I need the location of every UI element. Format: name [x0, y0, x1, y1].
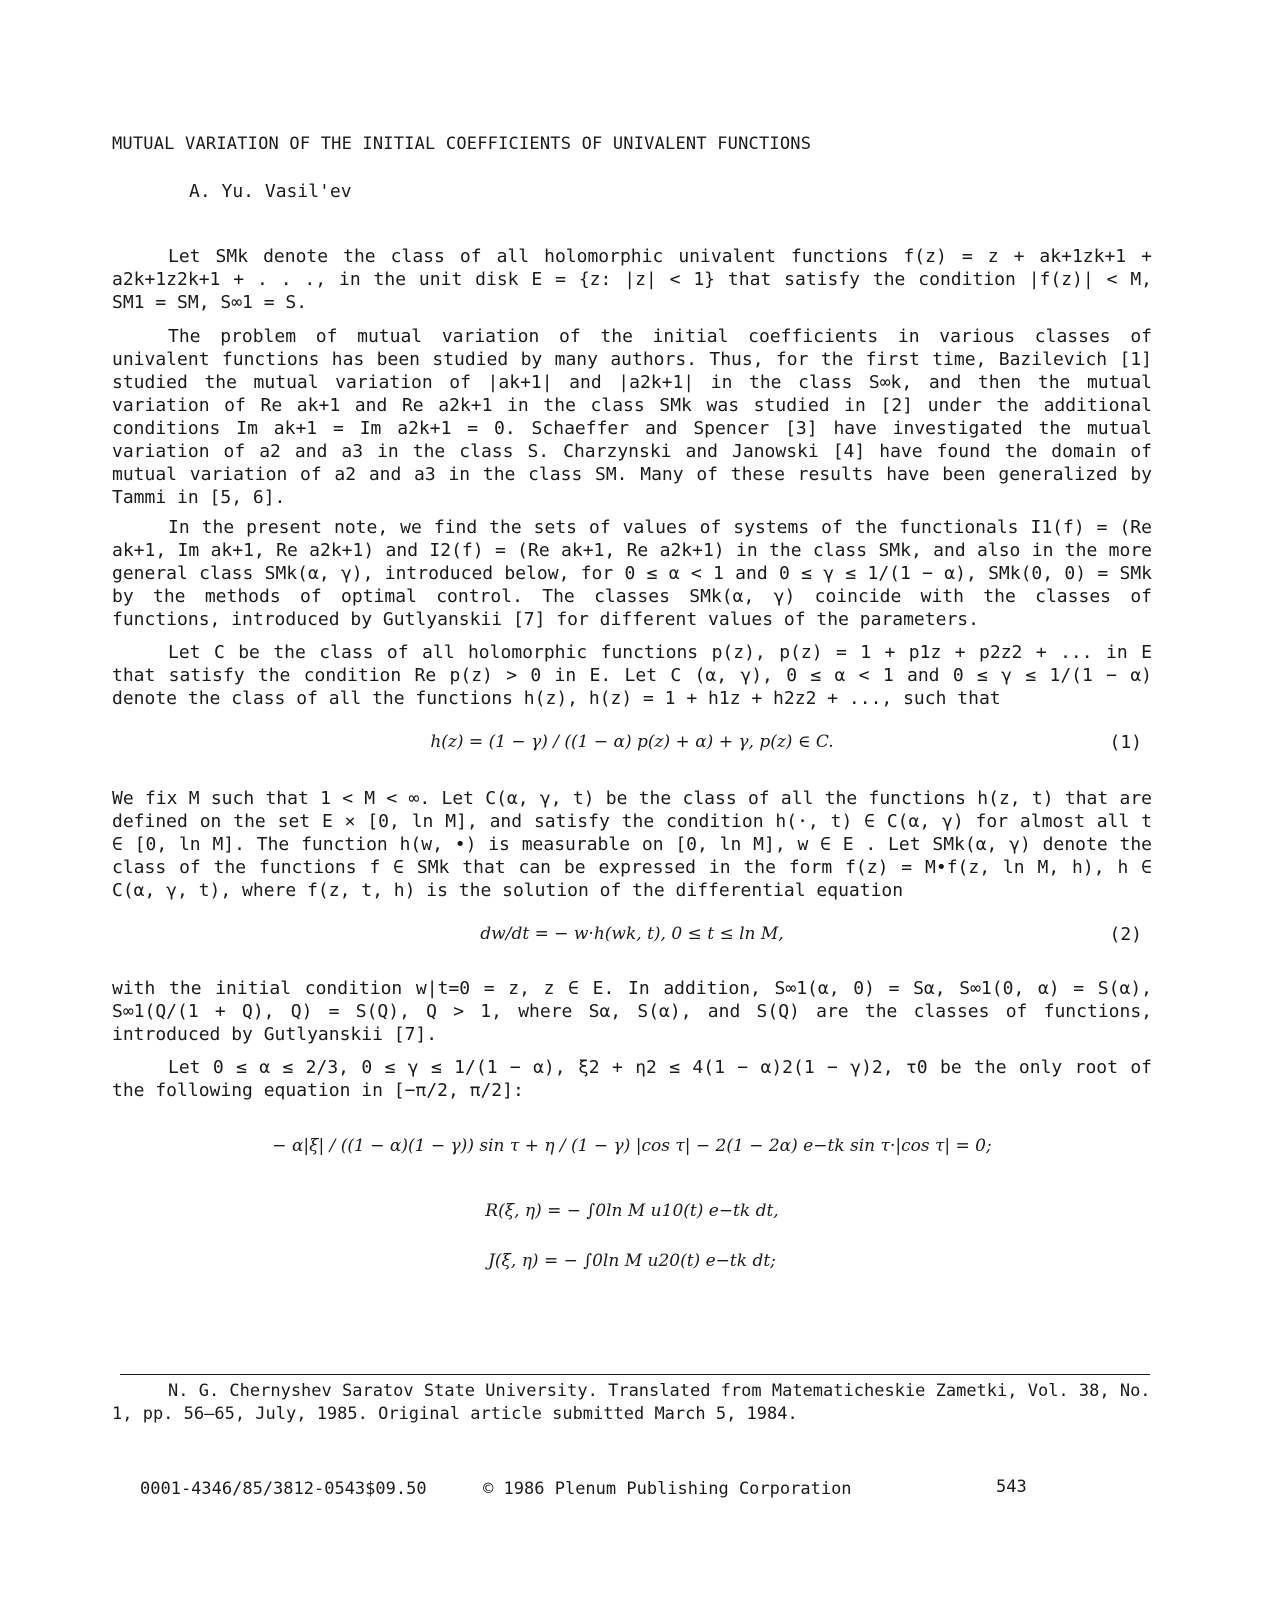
footnote-rule: [120, 1374, 1150, 1375]
equation-4: R(ξ, η) = − ∫0ln M u10(t) e−tk dt,: [485, 1201, 779, 1221]
paragraph-3: In the present note, we find the sets of values of systems of the functionals I1(f) = (Re ak+1, Im ak+1, Re a2k+1) and I2(f) = (Re ak+1, Re a2k+1) in the class SMk, and also in the more general class SMk(α, γ), introduced below, for 0 ≤ α < 1 and 0 ≤ γ ≤ 1/(1 − α), SMk(0, 0) = SMk by the methods of optimal control. The classes SMk(α, γ) coincide with the classes of functions, introduced by Gutlyanskii [7] for different values of the parameters.: [112, 517, 1152, 630]
equation-3: − α|ξ| / ((1 − α)(1 − γ)) sin τ + η / (1 − γ) |cos τ| − 2(1 − 2α) e−tk sin τ·|cos τ| = 0;: [272, 1136, 992, 1156]
equation-2: dw/dt = − w·h(wk, t), 0 ≤ t ≤ ln M, (2): [480, 924, 1142, 945]
page-number: 543: [996, 1477, 1027, 1497]
article-title: MUTUAL VARIATION OF THE INITIAL COEFFICIENTS OF UNIVALENT FUNCTIONS: [112, 134, 812, 154]
paragraph-2: The problem of mutual variation of the initial coefficients in various classes of univalent functions has been studied by many authors. Thus, for the first time, Bazilevich [1] studied the mutual variation of |ak+1| and |a2k+1| in the class S∞k, and then the mutual variation of Re ak+1 and Re a2k+1 in the class SMk was studied in [2] under the additional conditions Im ak+1 = Im a2k+1 = 0. Schaeffer and Spencer [3] have investigated the mutual variation of a2 and a3 in the class S. Charzynski and Janowski [4] have found the domain of mutual variation of a2 and a3 in the class SM. Many of these results have been generalized by Tammi in [5, 6].: [112, 326, 1152, 508]
equation-1-number: (1): [1109, 732, 1142, 753]
paragraph-4: Let C be the class of all holomorphic functions p(z), p(z) = 1 + p1z + p2z2 + ... in E that satisfy the condition Re p(z) > 0 in E. Let C (α, γ), 0 ≤ α < 1 and 0 ≤ γ ≤ 1/(1 − α) denote the class of all the functions h(z), h(z) = 1 + h1z + h2z2 + ..., such that: [112, 642, 1152, 709]
paragraph-1: Let SMk denote the class of all holomorphic univalent functions f(z) = z + ak+1zk+1 + a2k+1z2k+1 + . . ., in the unit disk E = {z: |z| < 1} that satisfy the condition |f(z)| < M, SM1 = SM, S∞1 = S.: [112, 246, 1152, 313]
publication-code-line: [140, 1478, 852, 1501]
paragraph-7: Let 0 ≤ α ≤ 2/3, 0 ≤ γ ≤ 1/(1 − α), ξ2 + η2 ≤ 4(1 − α)2(1 − γ)2, τ0 be the only root of the following equation in [−π/2, π/2]:: [112, 1057, 1152, 1101]
equation-5: J(ξ, η) = − ∫0ln M u20(t) e−tk dt;: [488, 1251, 776, 1271]
equation-1: h(z) = (1 − γ) / ((1 − α) p(z) + α) + γ, p(z) ∈ C. (1): [430, 732, 1142, 753]
publication-code: 0001-4346/85/3812-0543$09.50: [140, 1479, 427, 1499]
equation-2-number: (2): [1109, 924, 1142, 945]
footnote-affiliation: N. G. Chernyshev Saratov State University. Translated from Matematicheskie Zametki, Vol. 38, No. 1, pp. 56–65, July, 1985. Original article submitted March 5, 1984.: [112, 1381, 1151, 1424]
paragraph-6: with the initial condition w|t=0 = z, z ∈ E. In addition, S∞1(α, 0) = Sα, S∞1(0, α) = S(α), S∞1(Q/(1 + Q), Q) = S(Q), Q > 1, where Sα, S(α), and S(Q) are the classes of functions, introduced by Gutlyanskii [7].: [112, 978, 1152, 1045]
article-author: A. Yu. Vasil'ev: [189, 181, 352, 202]
paragraph-5: We fix M such that 1 < M < ∞. Let C(α, γ, t) be the class of all the functions h(z, t) that are defined on the set E × [0, ln M], and satisfy the condition h(·, t) ∈ C(α, γ) for almost all t ∈ [0, ln M]. The function h(w, •) is measurable on [0, ln M], w ∈ E . Let SMk(α, γ) denote the class of the functions f ∈ SMk that can be expressed in the form f(z) = M•f(z, ln M, h), h ∈ C(α, γ, t), where f(z, t, h) is the solution of the differential equation: [112, 788, 1152, 901]
copyright-notice: © 1986 Plenum Publishing Corporation: [483, 1479, 852, 1499]
